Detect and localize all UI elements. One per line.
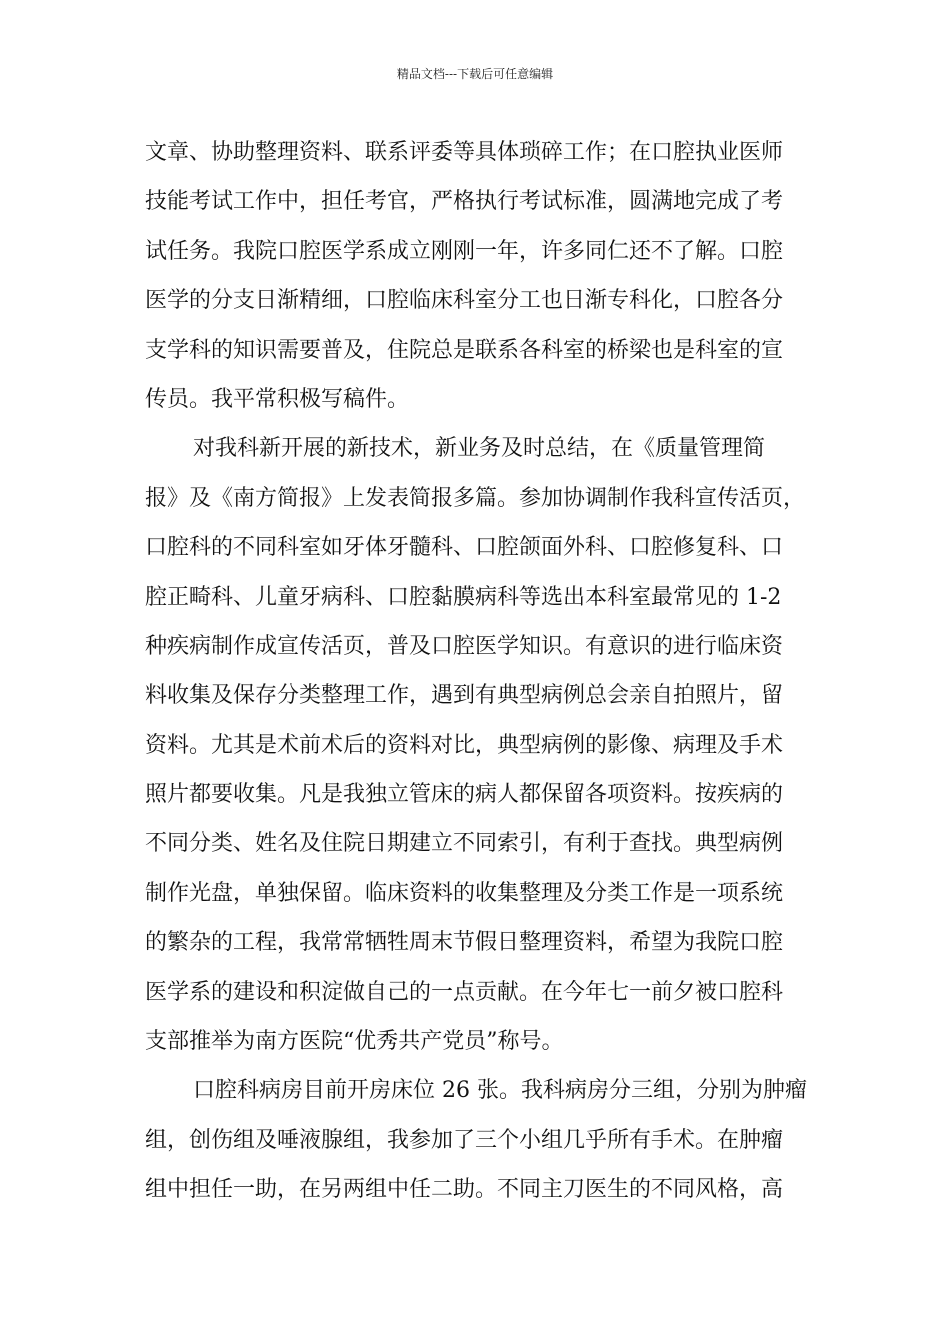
- text-line: 传员。我平常积极写稿件。: [145, 386, 410, 412]
- text-line: 的繁杂的工程，我常常牺牲周末节假日整理资料，希望为我院口腔: [145, 930, 784, 956]
- text-line: 种疾病制作成宣传活页，普及口腔医学知识。有意识的进行临床资: [145, 633, 784, 659]
- text-line: 支部推举为南方医院“优秀共产党员”称号。: [145, 1029, 564, 1055]
- text-line: 试任务。我院口腔医学系成立刚刚一年，许多同仁还不了解。口腔: [145, 238, 784, 264]
- text-line: 口腔科的不同科室如牙体牙髓科、口腔颌面外科、口腔修复科、口: [145, 535, 784, 561]
- text-line: 制作光盘，单独保留。临床资料的收集整理及分类工作是一项系统: [145, 880, 784, 906]
- page-header: 精品文档---下载后可任意编辑: [396, 67, 554, 81]
- text-line: 报》及《南方简报》上发表简报多篇。参加协调制作我科宣传活页，: [145, 485, 806, 511]
- text-line: 组，创伤组及唾液腺组，我参加了三个小组几乎所有手术。在肿瘤: [145, 1127, 784, 1153]
- paragraph-first-line: 对我科新开展的新技术，新业务及时总结，在《质量管理简: [193, 436, 766, 462]
- text-line: 文章、协助整理资料、联系评委等具体琐碎工作；在口腔执业医师: [145, 140, 784, 165]
- text-line: 料收集及保存分类整理工作，遇到有典型病例总会亲自拍照片，留: [145, 683, 784, 709]
- text-line: 腔正畸科、儿童牙病科、口腔黏膜病科等选出本科室最常见的 1-2: [145, 584, 782, 610]
- text-line: 不同分类、姓名及住院日期建立不同索引，有利于查找。典型病例: [145, 831, 784, 857]
- document-body: [145, 128, 820, 1215]
- text-line: 医学系的建设和积淀做自己的一点贡献。在今年七一前夕被口腔科: [145, 979, 784, 1005]
- text-line: 支学科的知识需要普及，住院总是联系各科室的桥梁也是科室的宣: [145, 337, 784, 363]
- text-line: 照片都要收集。凡是我独立管床的病人都保留各项资料。按疾病的: [145, 782, 784, 808]
- text-line: 组中担任一助，在另两组中任二助。不同主刀医生的不同风格，高: [145, 1177, 784, 1203]
- text-line: 技能考试工作中，担任考官，严格执行考试标准，圆满地完成了考: [145, 189, 784, 215]
- text-line: 医学的分支日渐精细，口腔临床科室分工也日渐专科化，口腔各分: [145, 288, 784, 314]
- paragraph-first-line: 口腔科病房目前开房床位 26 张。我科病房分三组，分别为肿瘤: [193, 1078, 807, 1104]
- text-line: 资料。尤其是术前术后的资料对比，典型病例的影像、病理及手术: [145, 732, 784, 758]
